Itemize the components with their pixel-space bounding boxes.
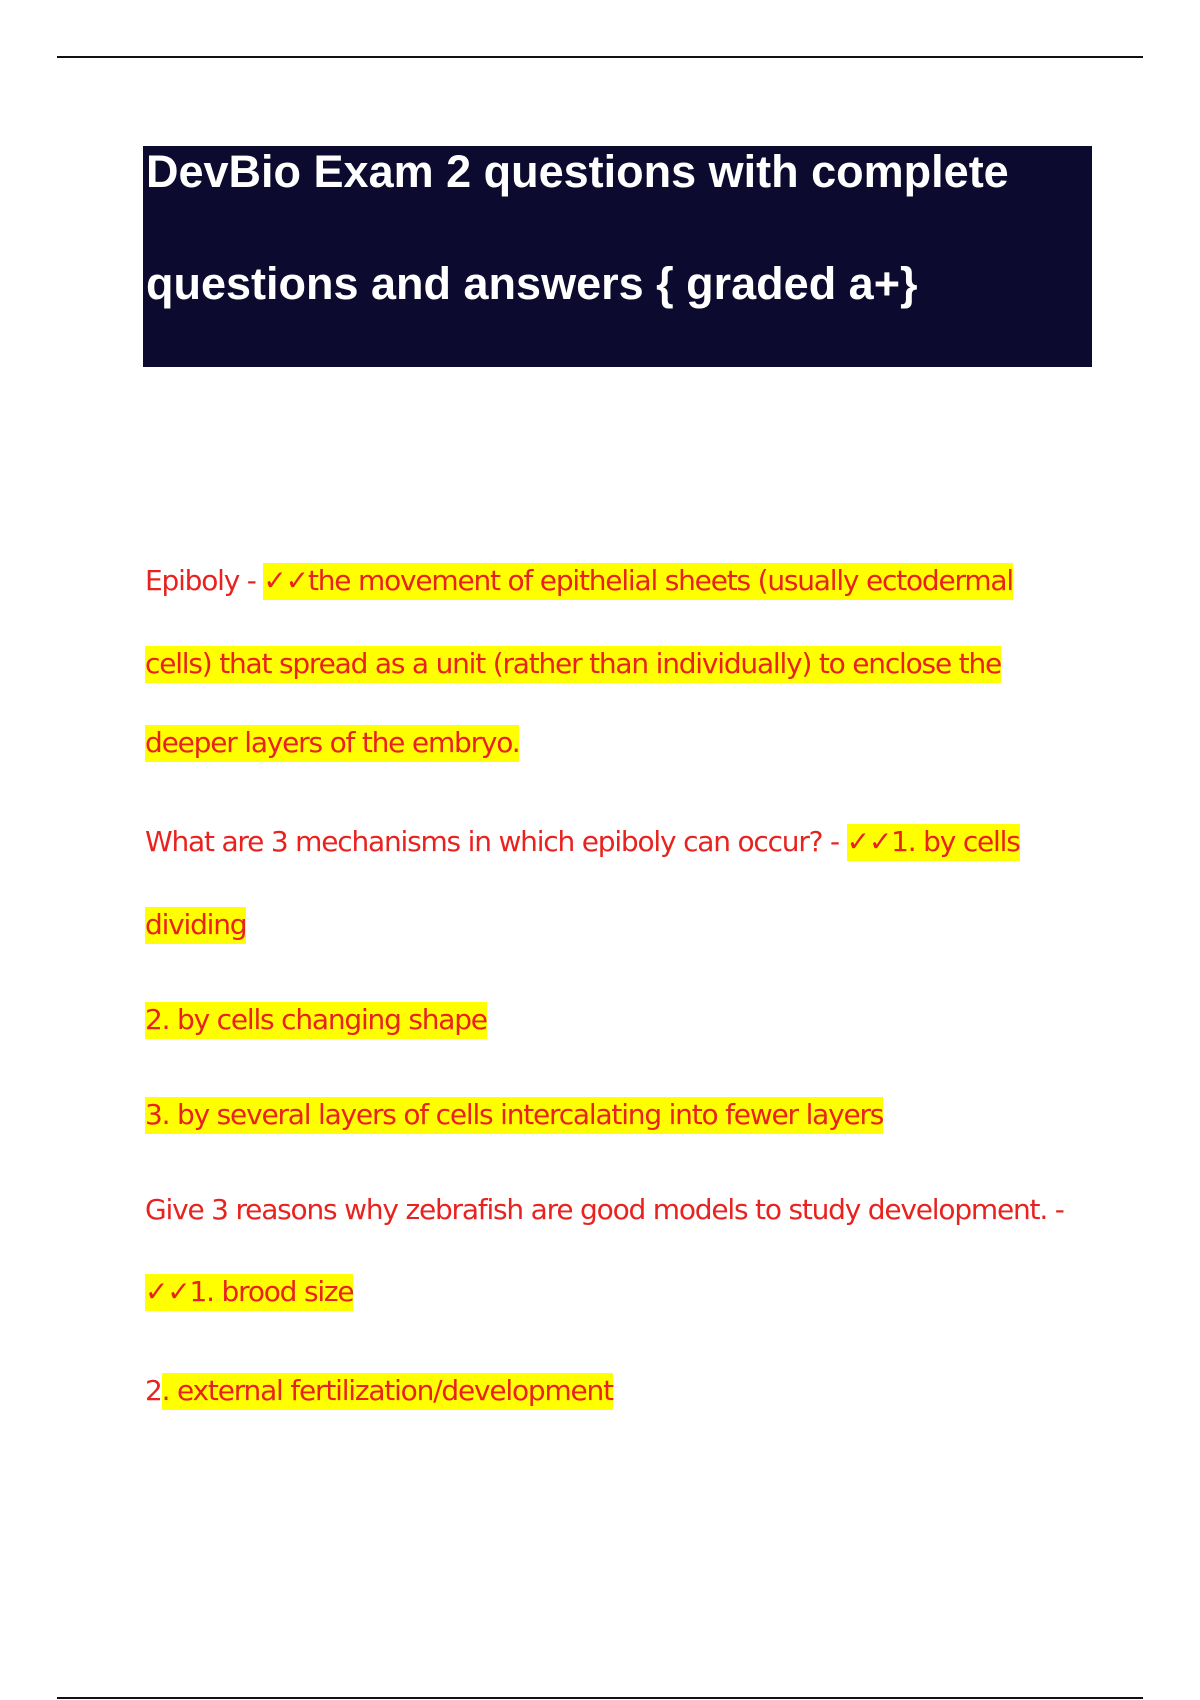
answer-highlight xyxy=(847,824,1020,861)
answer-line xyxy=(145,906,246,944)
answer-highlight xyxy=(263,563,1013,600)
double-check-icon: ✓✓ xyxy=(263,564,308,597)
answer-line xyxy=(145,1001,487,1039)
answer-text: dividing xyxy=(145,907,246,944)
answer-highlight xyxy=(145,1274,353,1311)
answer-line xyxy=(145,1096,883,1134)
page-title-line-1: DevBio Exam 2 questions with complete xyxy=(146,146,1009,197)
question-text: Epiboly - xyxy=(145,564,264,597)
answer-text: 1. brood size xyxy=(189,1275,354,1308)
answer-text: 3. by several layers of cells intercalating into fewer layers xyxy=(145,1097,883,1134)
qa-item-epiboly-mechanisms xyxy=(145,823,1020,861)
answer-text: cells) that spread as a unit (rather than individually) to enclose the xyxy=(145,646,1001,683)
qa-item-epiboly xyxy=(145,562,1013,600)
answer-number: 2 xyxy=(145,1374,162,1407)
question-text: What are 3 mechanisms in which epiboly can occur? - xyxy=(145,825,847,858)
title-banner xyxy=(143,146,1092,367)
answer-text: deeper layers of the embryo. xyxy=(145,725,519,762)
double-check-icon: ✓✓ xyxy=(846,825,892,858)
answer-text: 2. by cells changing shape xyxy=(145,1002,487,1039)
double-check-icon: ✓✓ xyxy=(145,1275,190,1308)
answer-text: . external fertilization/development xyxy=(162,1373,613,1410)
top-rule xyxy=(57,56,1143,58)
answer-line xyxy=(145,1372,613,1410)
answer-line xyxy=(145,645,1001,683)
question-text: Give 3 reasons why zebrafish are good models to study development. - xyxy=(145,1193,1064,1226)
page-title-line-2: questions and answers { graded a+} xyxy=(146,258,918,309)
bottom-rule xyxy=(57,1697,1143,1699)
answer-line xyxy=(145,1273,353,1311)
answer-text: the movement of epithelial sheets (usually ectodermal xyxy=(307,564,1013,597)
answer-text: 1. by cells xyxy=(891,825,1020,858)
answer-line xyxy=(145,724,519,762)
qa-item-zebrafish xyxy=(145,1191,1064,1229)
